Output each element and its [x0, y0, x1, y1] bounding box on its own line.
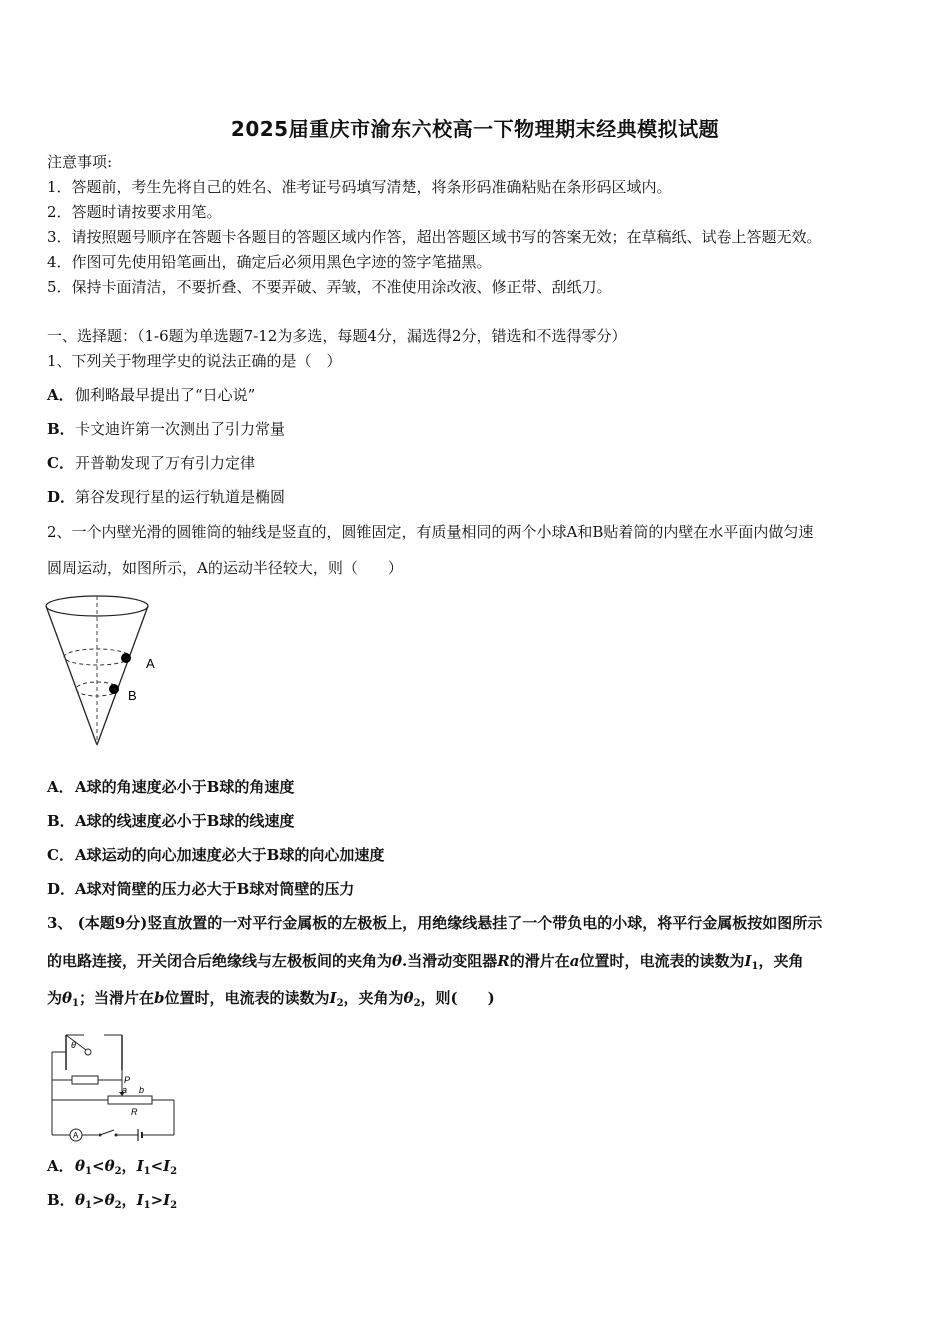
- fixed-resistor: [72, 1076, 98, 1084]
- notice-item: 1．答题前，考生先将自己的姓名、准考证号码填写清楚，将条形码准确粘贴在条形码区域内。: [47, 178, 672, 196]
- switch: [100, 1130, 114, 1135]
- q1-stem: 1、下列关于物理学史的说法正确的是（ ）: [47, 352, 342, 370]
- cone-right-wall: [97, 606, 148, 745]
- ball-b: [109, 684, 119, 694]
- q2-stem-line1: 2、一个内壁光滑的圆锥筒的轴线是竖直的，圆锥固定，有质量相同的两个小球A和B贴着筒的内壁在水平面内做匀速: [47, 523, 814, 541]
- notice-item: 3．请按照题号顺序在答题卡各题目的答题区域内作答，超出答题区域书写的答案无效；在草稿纸、试卷上答题无效。: [47, 228, 822, 246]
- notice-item: 2．答题时请按要求用笔。: [47, 203, 222, 221]
- rheostat: [108, 1096, 152, 1104]
- notice-item: 5．保持卡面清洁，不要折叠、不要弄破、弄皱，不准使用涂改液、修正带、刮纸刀。: [47, 278, 612, 296]
- q3-stem-line2: 的电路连接，开关闭合后绝缘线与左极板间的夹角为θ.当滑动变阻器R的滑片在a位置时，电流表的读数为$I_1$，夹角: [47, 952, 804, 972]
- q2-option-a: A．A球的角速度必小于B球的角速度: [47, 778, 295, 796]
- page-title: 2025届重庆市渝东六校高一下物理期末经典模拟试题: [230, 117, 720, 141]
- notice-heading: 注意事项:: [47, 153, 113, 171]
- q2-option-d: D．A球对筒壁的压力必大于B球对筒壁的压力: [47, 880, 355, 898]
- theta-label: θ: [71, 1040, 76, 1050]
- q1-option-a: A．伽利略最早提出了“日心说”: [47, 386, 256, 404]
- p-label: P: [124, 1075, 131, 1085]
- q1-option-b: B．卡文迪许第一次测出了引力常量: [47, 420, 286, 438]
- q3-stem-line3: 为$\theta_1$；当滑片在b位置时，电流表的读数为$I_2$，夹角为$\theta_2$，则( ): [47, 989, 495, 1009]
- label-a: A: [146, 656, 155, 671]
- section-heading: 一、选择题：（1-6题为单选题7-12为多选，每题4分，漏选得2分，错选和不选得零分）: [47, 327, 627, 345]
- q3-option-b: B．$\theta_1>\theta_2$，$I_1>I_2$: [47, 1191, 178, 1211]
- cone-figure: [40, 590, 170, 750]
- q2-option-c: C．A球运动的向心加速度必大于B球的向心加速度: [47, 846, 385, 864]
- r-label: R: [131, 1107, 138, 1117]
- label-b: B: [128, 688, 137, 703]
- ammeter-label: A: [73, 1131, 79, 1140]
- q2-option-b: B．A球的线速度必小于B球的线速度: [47, 812, 295, 830]
- a-label: a: [122, 1085, 128, 1095]
- cone-left-wall: [46, 606, 97, 745]
- q2-stem-line2: 圆周运动，如图所示，A的运动半径较大，则（ ）: [47, 559, 403, 577]
- q1-option-d: D．第谷发现行星的运行轨道是椭圆: [47, 488, 286, 506]
- insulating-thread: [66, 1035, 86, 1050]
- q3-option-a: A．$\theta_1<\theta_2$，$I_1<I_2$: [47, 1157, 178, 1177]
- charged-ball: [85, 1049, 91, 1055]
- q1-option-c: C．开普勒发现了万有引力定律: [47, 454, 256, 472]
- circuit-figure: [44, 1030, 184, 1145]
- q3-stem-line1: 3、 (本题9分)竖直放置的一对平行金属板的左极板上，用绝缘线悬挂了一个带负电的小球，将平行金属板按如图所示: [47, 914, 823, 932]
- ball-a: [121, 653, 131, 663]
- b-label: b: [139, 1085, 145, 1095]
- notice-item: 4．作图可先使用铅笔画出，确定后必须用黑色字迹的签字笔描黑。: [47, 253, 492, 271]
